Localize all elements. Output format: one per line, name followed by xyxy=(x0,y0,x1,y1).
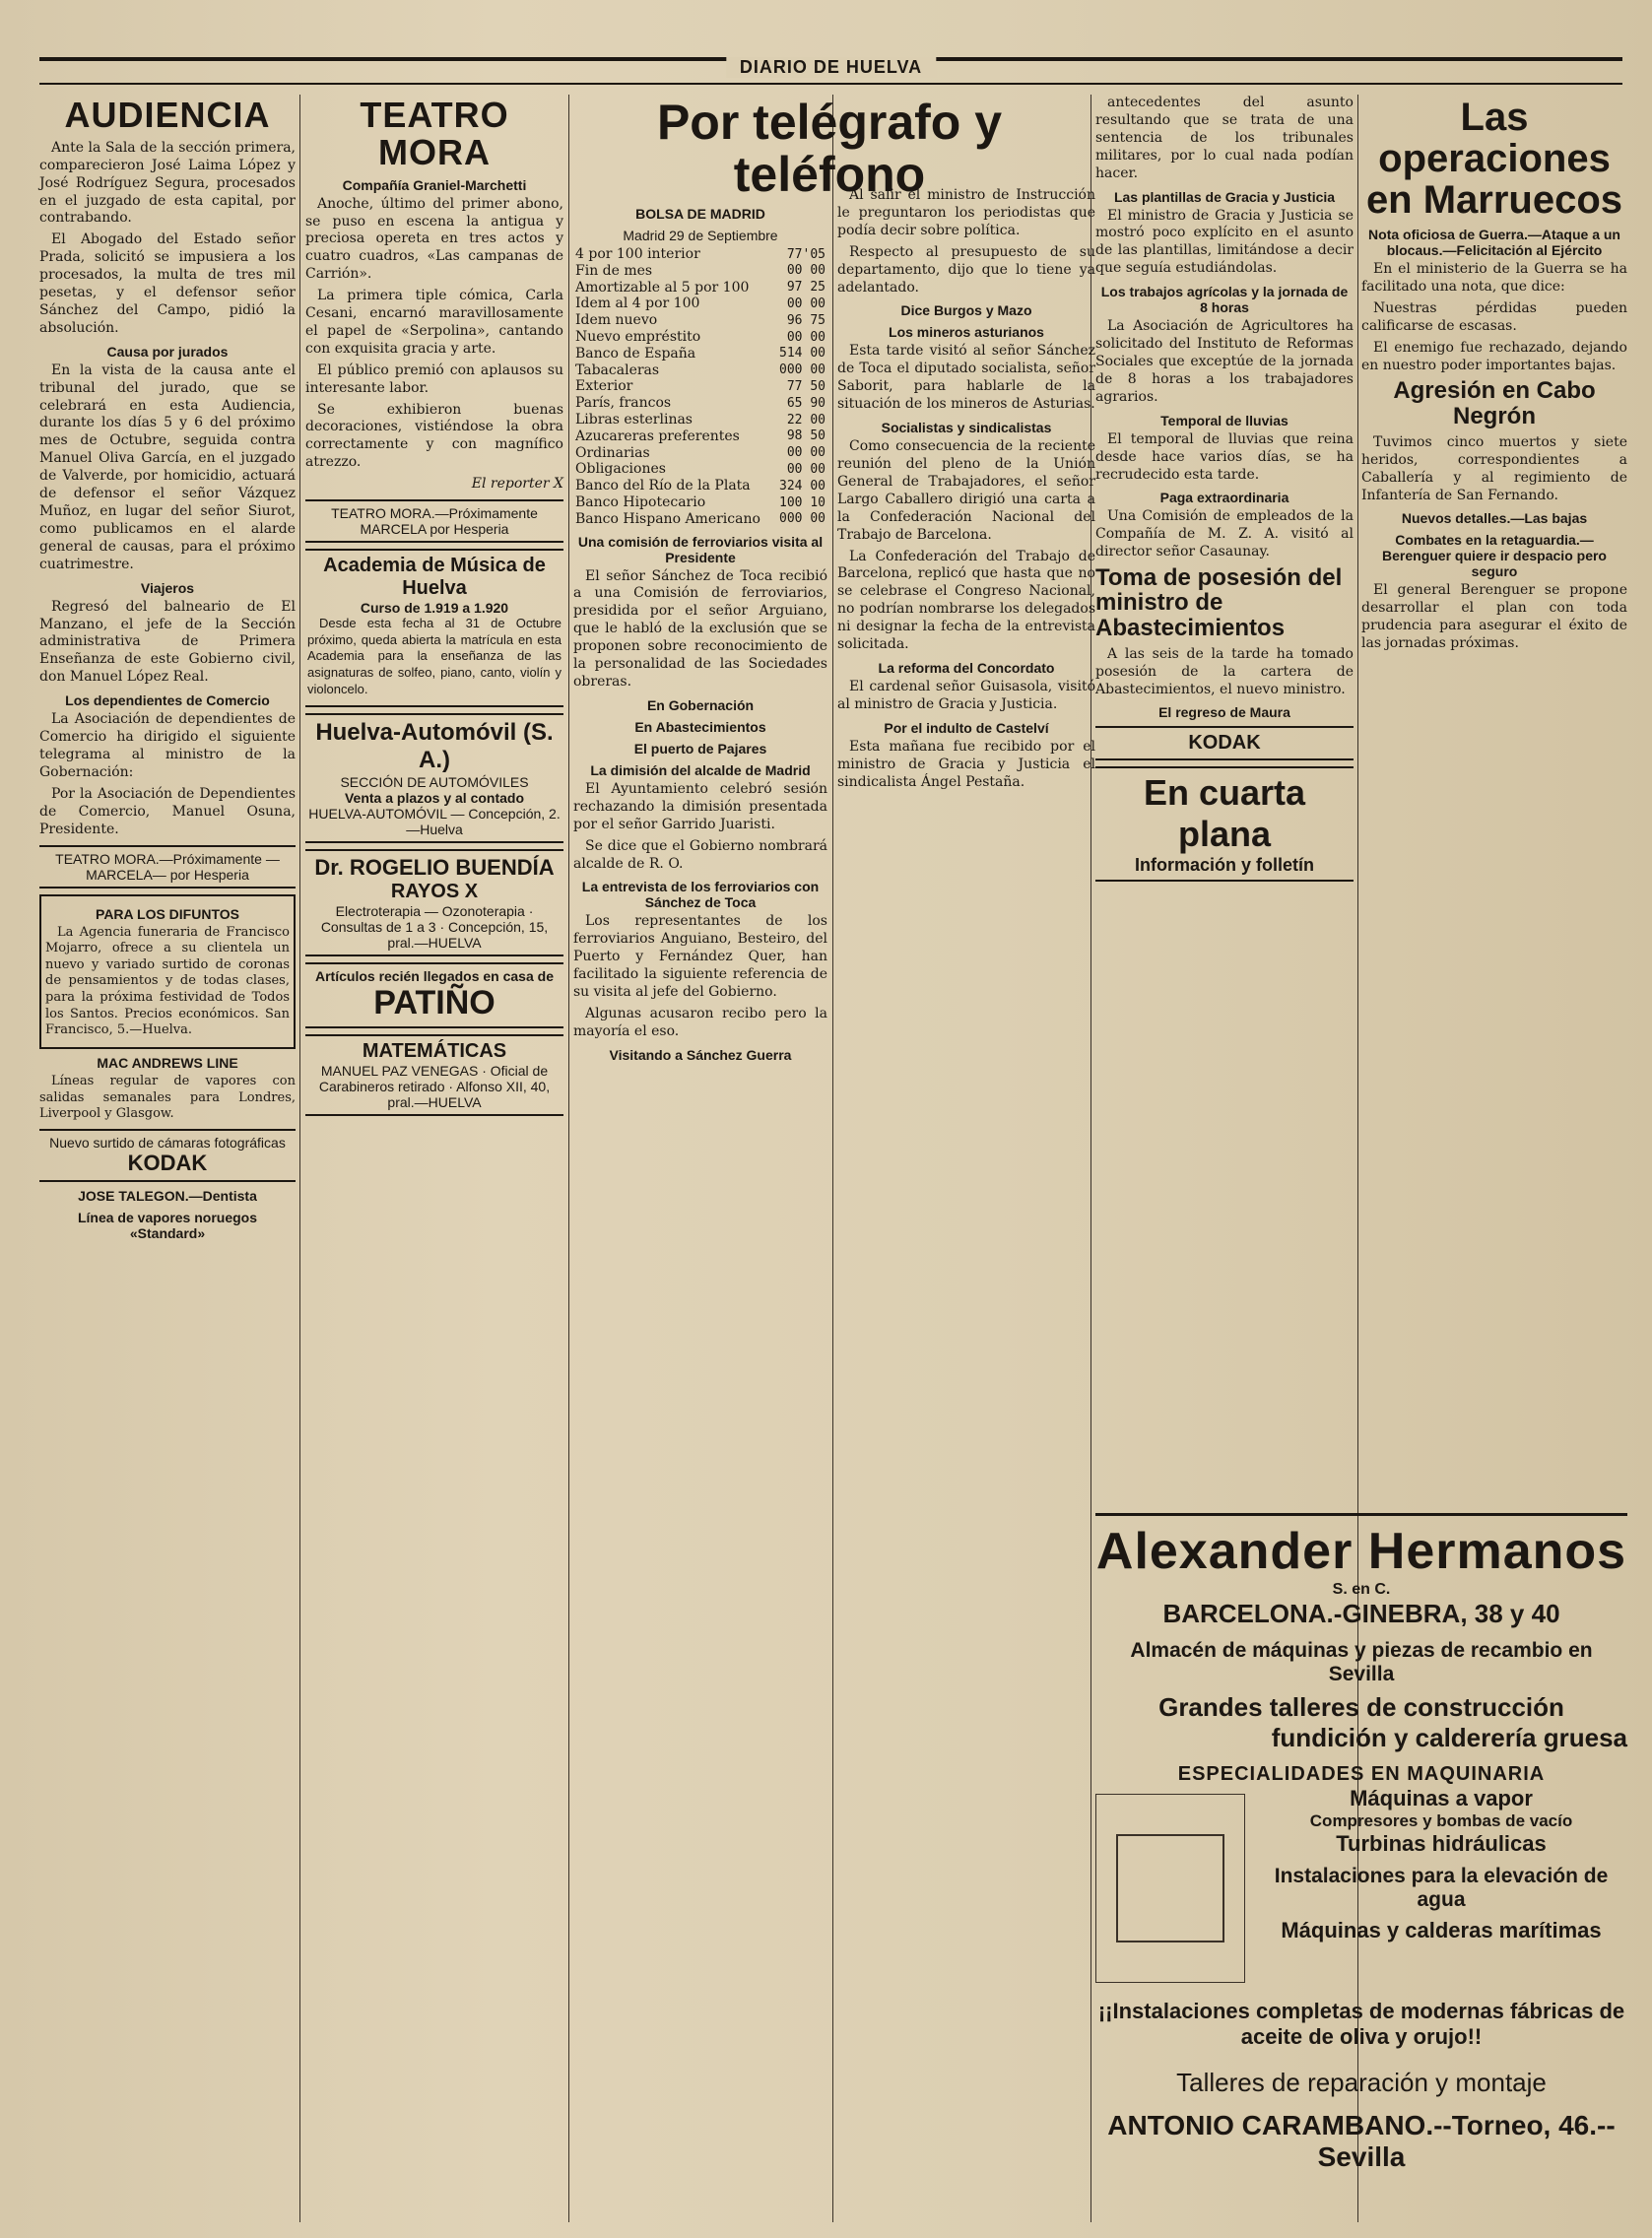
quote-row xyxy=(573,478,827,494)
ad-title: MATEMÁTICAS xyxy=(362,1040,507,1063)
subheading: Socialistas y sindicalistas xyxy=(881,420,1052,436)
quote-label: Nuevo empréstito xyxy=(575,328,701,345)
column-1 xyxy=(39,95,296,2222)
ad-line: Grandes talleres de construcción xyxy=(1158,1692,1564,1722)
paragraph: Anoche, último del primer abono, se puso en escena la antigua y preciosa opereta en tres actos y cuatro cuadros, «Las campanas de Carrión». xyxy=(305,195,563,283)
column-2 xyxy=(305,95,563,2222)
quote-row xyxy=(573,280,827,296)
date: Madrid 29 de Septiembre xyxy=(623,228,778,243)
subheading: Compañía Graniel-Marchetti xyxy=(342,176,527,193)
subheading: BOLSA DE MADRID xyxy=(635,206,765,222)
quote-row xyxy=(573,312,827,329)
section-title: Agresión en Cabo Negrón xyxy=(1393,377,1596,429)
math-ad xyxy=(305,1034,563,1116)
ad-title: Academia de Música de Huelva xyxy=(323,555,546,600)
paragraph: El temporal de lluvias que reina desde hace varios días, se ha recrudecido esta tarde. xyxy=(1095,430,1354,483)
music-academy-ad xyxy=(305,549,563,707)
quote-label: Ordinarias xyxy=(575,444,650,461)
machinery-item: Compresores y bombas de vacío xyxy=(1309,1811,1573,1830)
section-title: AUDIENCIA xyxy=(64,95,271,135)
paragraph: Nuestras pérdidas pueden calificarse de escasas. xyxy=(1361,299,1627,334)
paragraph: La Agencia funeraria de Francisco Mojarro, ofrece a su clientela un nuevo y variado surtido de coronas de pensamientos y de todas clases, para la próxima festividad de Todos los Santos. Precios económicos. San Francisco, 5.—Huelva. xyxy=(45,924,290,1038)
quote-value: 77 50 xyxy=(786,378,826,394)
quote-value: 22 00 xyxy=(786,412,826,428)
quote-row xyxy=(573,346,827,362)
paragraph: En el ministerio de la Guerra se ha facilitado una nota, que dice: xyxy=(1361,261,1627,295)
quote-row xyxy=(573,494,827,511)
kodak-logo: KODAK xyxy=(127,1150,208,1175)
quote-label: Idem nuevo xyxy=(575,312,658,329)
paragraph: El enemigo fue rechazado, dejando en nuestro poder importantes bajas. xyxy=(1361,339,1627,373)
paragraph: La Asociación de Agricultores ha solicitado del Instituto de Reformas Sociales que exceptúe de la jornada de 8 horas a los trabajadores agrarios. xyxy=(1095,318,1354,405)
subheading: En Gobernación xyxy=(646,696,755,713)
ad-text: Nuevo surtido de cámaras fotográficas xyxy=(49,1134,286,1151)
paragraph: antecedentes del asunto resultando que se trata de una sentencia de los tribunales militares, por lo cual nada podían hacer. xyxy=(1095,95,1354,181)
quote-value: 65 90 xyxy=(786,395,826,411)
ad-text: Electroterapia — Ozonoterapia · Consultas de 1 a 3 · Concepción, 15, pral.—HUELVA xyxy=(320,903,549,952)
ad-line: ¡¡Instalaciones completas de modernas fábricas de aceite de oliva y orujo!! xyxy=(1097,1999,1625,2049)
paragraph: Esta mañana fue recibido por el ministro de Gracia y Justicia el sindicalista Ángel Pestaña. xyxy=(837,738,1095,790)
machinery-item: Máquinas a vapor xyxy=(1350,1786,1533,1810)
quote-row xyxy=(573,412,827,428)
ad-line: Talleres de reparación y montaje xyxy=(1176,2068,1547,2097)
subheading: Causa por jurados xyxy=(106,343,229,360)
column-rule xyxy=(299,95,300,2222)
paragraph: El señor Sánchez de Toca recibió a una Comisión de ferroviarios, presidida por el señor Arguiano, que le habló de la exclusión que se proponen sobre reconocimiento de la personalidad de las Sociedades obreras. xyxy=(573,567,827,690)
subheading: Los mineros asturianos xyxy=(889,324,1044,341)
kodak-logo: KODAK xyxy=(1188,732,1261,755)
quote-value: 77'05 xyxy=(786,246,826,262)
ad-subtitle: RAYOS X xyxy=(390,881,479,903)
quote-label: Azucareras preferentes xyxy=(575,428,740,444)
quote-row xyxy=(573,395,827,412)
quote-value: 00 00 xyxy=(786,263,826,279)
paragraph: Regresó del balneario de El Manzano, el jefe de la Sección administrativa de Primera Enseñanza de este Gobierno civil, don Manuel López Real. xyxy=(39,598,296,686)
ad-text: TEATRO MORA.—Próximamente MARCELA por Hesperia xyxy=(331,505,538,538)
quote-value: 00 00 xyxy=(786,461,826,477)
quote-value: 514 00 xyxy=(779,346,826,362)
notice-title: En cuarta plana xyxy=(1143,772,1306,855)
quote-value: 000 00 xyxy=(779,362,826,378)
subheading: MAC ANDREWS LINE xyxy=(97,1054,238,1071)
ad-title: Dr. ROGELIO BUENDÍA xyxy=(314,855,555,881)
subheading: El regreso de Maura xyxy=(1158,704,1290,721)
ad-address: BARCELONA.-GINEBRA, 38 y 40 xyxy=(1162,1599,1560,1628)
ad-subtitle: SECCIÓN DE AUTOMÓVILES xyxy=(340,774,529,791)
quote-label: Obligaciones xyxy=(575,461,666,478)
quote-label: Tabacaleras xyxy=(575,362,660,378)
machine-illustration xyxy=(1095,1794,1245,1983)
quote-value: 00 00 xyxy=(786,296,826,311)
ad-name: PATIÑO xyxy=(373,984,496,1022)
subheading: Línea de vapores noruegos «Standard» xyxy=(77,1209,258,1241)
paragraph: La Asociación de dependientes de Comercio ha dirigido el siguiente telegrama al ministro de la Gobernación: xyxy=(39,711,296,780)
paragraph: El general Berenguer se propone desarrollar el plan con toda prudencia para asegurar el éxito de las jornadas próximas. xyxy=(1361,582,1627,652)
ad-line: fundición y calderería gruesa xyxy=(1271,1723,1627,1752)
subheading: PARA LOS DIFUNTOS xyxy=(96,905,239,922)
paragraph: Los representantes de los ferroviarios Anguiano, Besteiro, del Puerto y Fernández Quer, han facilitado la siguiente referencia de su visita al jefe del Gobierno. xyxy=(573,913,827,1001)
ad-text: TEATRO MORA.—Próximamente —MARCELA— por Hesperia xyxy=(55,850,280,883)
quote-row xyxy=(573,362,827,379)
quote-label: Idem al 4 por 100 xyxy=(575,296,700,312)
column-6 xyxy=(1361,95,1627,1489)
column-rule xyxy=(832,95,833,2222)
paragraph: El cardenal señor Guisasola, visitó al ministro de Gracia y Justicia. xyxy=(837,678,1095,712)
quote-label: Banco Hispano Americano xyxy=(575,510,760,527)
column-rule xyxy=(568,95,569,2222)
subheading: Por el indulto de Castelví xyxy=(884,719,1049,736)
ad-text: HUELVA-AUTOMÓVIL — Concepción, 2.—Huelva xyxy=(308,806,561,838)
section-title: Las operaciones en Marruecos xyxy=(1365,96,1623,222)
ad-line: ANTONIO CARAMBANO.--Torneo, 46.--Sevilla xyxy=(1107,2110,1616,2172)
column-4 xyxy=(837,187,1095,2222)
subheading: La entrevista de los ferroviarios con Sánchez de Toca xyxy=(581,879,820,911)
paragraph: Respecto al presupuesto de su departamento, dijo que lo tiene ya adelantado. xyxy=(837,243,1095,296)
quote-value: 00 00 xyxy=(786,445,826,461)
ad-text: MANUEL PAZ VENEGAS · Oficial de Carabineros retirado · Alfonso XII, 40, pral.—HUELVA xyxy=(318,1063,551,1111)
paragraph: Desde esta fecha al 31 de Octubre próximo, queda abierta la matrícula en esta Academia para la enseñanza de las asignaturas de solfeo, piano, canto, violín y violoncelo. xyxy=(307,616,562,696)
ad-subtitle: Venta a plazos y al contado xyxy=(344,790,525,807)
quote-value: 97 25 xyxy=(786,280,826,296)
paragraph: Esta tarde visitó al señor Sánchez de Toca el diputado socialista, señor Saborit, para hablarle de la situación de los mineros de Asturias. xyxy=(837,343,1095,413)
quote-value: 100 10 xyxy=(779,494,826,510)
machinery-item: Turbinas hidráulicas xyxy=(1336,1831,1547,1856)
subheading: Una comisión de ferroviarios visita al Presidente xyxy=(577,533,824,565)
patino-ad xyxy=(305,962,563,1028)
paragraph: Al salir el ministro de Instrucción le preguntaron los periodistas que podía decir sobre política. xyxy=(837,187,1095,238)
quote-row xyxy=(573,511,827,528)
paragraph: La Confederación del Trabajo de Barcelona, replicó que hasta que no se celebrase el Congreso Nacional, no podrían nombrarse los delegados ni designar la fecha de la entrevista solicitada. xyxy=(837,548,1095,653)
subheading: La reforma del Concordato xyxy=(878,659,1055,676)
paragraph: Una Comisión de empleados de la Compañía de M. Z. A. visitó al director señor Casaunay. xyxy=(1095,508,1354,560)
subheading: Temporal de lluvias xyxy=(1160,412,1289,428)
quote-row xyxy=(573,329,827,346)
quote-row xyxy=(573,246,827,263)
subheading: Nuevos detalles.—Las bajas xyxy=(1401,510,1588,527)
quote-value: 96 75 xyxy=(786,312,826,328)
notice-subtitle: Información y folletín xyxy=(1134,855,1314,876)
machinery-item: Máquinas y calderas marítimas xyxy=(1281,1918,1602,1942)
paragraph: Como consecuencia de la reciente reunión del pleno de la Unión General de Trabajadores, el señor Largo Caballero dirigió una carta a la Confederación Nacional del Trabajo de Barcelona. xyxy=(837,438,1095,543)
paragraph: Líneas regular de vapores con salidas semanales para Londres, Liverpool y Glasgow. xyxy=(39,1073,296,1122)
quote-label: 4 por 100 interior xyxy=(575,246,700,262)
funeral-ad xyxy=(39,894,296,1049)
paragraph: En la vista de la causa ante el tribunal del jurado, que se celebrará en esta Audiencia, durante los días 5 y 6 del próximo mes de Octubre, seguida contra Manuel Oliva García, en el juzgado de Valverde, por homicidio, actuará de defensor el señor Vázquez Muñoz, en lugar del señor Siurot, como publicamos en el alarde general de causas, para el próximo cuatrimestre. xyxy=(39,362,296,572)
paragraph: El Abogado del Estado señor Prada, solicitó se impusiera a los procesados, la multa de tres mil pesetas, y el defensor señor Sánchez del Campo, pidió la absolución. xyxy=(39,231,296,336)
section-title: Toma de posesión del ministro de Abastecimientos xyxy=(1095,564,1343,641)
subheading: Paga extraordinaria xyxy=(1159,490,1289,506)
alexander-hermanos-ad xyxy=(1095,1507,1627,2173)
ad-line: ESPECIALIDADES EN MAQUINARIA xyxy=(1177,1763,1546,1785)
signature: El reporter X xyxy=(471,476,563,493)
subheading: Combates en la retaguardia.—Berenguer quiere ir despacio pero seguro xyxy=(1382,532,1607,580)
fourth-page-notice xyxy=(1095,766,1354,882)
column-5 xyxy=(1095,95,1354,1489)
ad-line: Almacén de máquinas y piezas de recambio en Sevilla xyxy=(1130,1639,1593,1685)
masthead-title: DIARIO DE HUELVA xyxy=(726,57,936,78)
theatre-ad xyxy=(39,845,296,889)
machinery-item: Instalaciones para la elevación de agua xyxy=(1274,1865,1609,1911)
paragraph: A las seis de la tarde ha tomado posesión de la cartera de Abastecimientos, el nuevo ministro. xyxy=(1095,645,1354,697)
masthead xyxy=(39,57,1622,85)
ad-title: Huelva-Automóvil (S. A.) xyxy=(315,719,554,774)
quote-value: 00 00 xyxy=(786,329,826,345)
kodak-ad xyxy=(39,1129,296,1182)
subheading: Visitando a Sánchez Guerra xyxy=(609,1046,792,1063)
ad-subtitle: Curso de 1.919 a 1.920 xyxy=(360,600,509,617)
subheading: Los trabajos agrícolas y la jornada de 8 horas xyxy=(1100,284,1349,316)
paragraph: Tuvimos cinco muertos y siete heridos, correspondientes a Caballería y al regimiento de Infantería de San Fernando. xyxy=(1361,433,1627,503)
quote-row xyxy=(573,378,827,395)
quote-row xyxy=(573,296,827,312)
paragraph: Ante la Sala de la sección primera, comparecieron José Laima López y José Rodríguez Segura, procesados en el juzgado de esta capital, por contrabando. xyxy=(39,139,296,227)
theatre-ad xyxy=(305,499,563,543)
subheading: En Abastecimientos xyxy=(634,718,766,735)
paragraph: Se exhibieron buenas decoraciones, vistiéndose la obra correctamente y con magnífico atrezzo. xyxy=(305,401,563,471)
stock-quotes-table xyxy=(573,246,827,528)
subheading: Dice Burgos y Mazo xyxy=(900,302,1032,319)
subheading: Nota oficiosa de Guerra.—Ataque a un blocaus.—Felicitación al Ejército xyxy=(1368,227,1620,258)
quote-label: Banco Hipotecario xyxy=(575,494,706,510)
subheading: Las plantillas de Gracia y Justicia xyxy=(1113,188,1336,205)
quote-label: Banco del Río de la Plata xyxy=(575,478,751,494)
ad-company-type: S. en C. xyxy=(1332,1581,1391,1598)
section-title: TEATRO MORA xyxy=(360,95,509,172)
subheading: La dimisión del alcalde de Madrid xyxy=(590,761,811,778)
paragraph: El ministro de Gracia y Justicia se mostró poco explícito en el asunto de las plantillas, limitándose a decir que seguía estudiándolas. xyxy=(1095,207,1354,277)
paragraph: Algunas acusaron recibo pero la mayoría el eso. xyxy=(573,1005,827,1039)
quote-row xyxy=(573,428,827,445)
section-title: Por telégrafo y teléfono xyxy=(656,95,1003,202)
rule xyxy=(1095,1513,1627,1516)
quote-label: Exterior xyxy=(575,378,633,395)
ad-title: Alexander Hermanos xyxy=(1095,1523,1627,1580)
quote-value: 000 00 xyxy=(779,511,826,527)
automobile-ad xyxy=(305,713,563,843)
subheading: JOSE TALEGON.—Dentista xyxy=(78,1187,257,1204)
quote-label: Fin de mes xyxy=(575,262,653,279)
paragraph: El Ayuntamiento celebró sesión rechazando la dimisión presentada por el señor Garrido Juaristi. xyxy=(573,780,827,832)
kodak-ad xyxy=(1095,726,1354,760)
doctor-ad xyxy=(305,849,563,956)
paragraph: La primera tiple cómica, Carla Cesani, encarnó maravillosamente el papel de «Serpolina», cantando con exquisita gracia y arte. xyxy=(305,288,563,357)
quote-label: París, francos xyxy=(575,395,672,412)
quote-label: Libras esterlinas xyxy=(575,411,693,428)
quote-row xyxy=(573,445,827,462)
quote-value: 98 50 xyxy=(786,428,826,444)
ad-title: Artículos recién llegados en casa de xyxy=(315,968,554,985)
ad-body xyxy=(1095,1786,1627,1983)
paragraph: Se dice que el Gobierno nombrará alcalde de R. O. xyxy=(573,837,827,872)
subheading: Viajeros xyxy=(140,579,195,596)
quote-value: 324 00 xyxy=(779,478,826,494)
paragraph: El público premió con aplausos su interesante labor. xyxy=(305,362,563,396)
quote-label: Amortizable al 5 por 100 xyxy=(575,279,750,296)
subheading: El puerto de Pajares xyxy=(633,740,767,757)
machinery-list xyxy=(1255,1786,1627,1983)
paragraph: Por la Asociación de Dependientes de Comercio, Manuel Osuna, Presidente. xyxy=(39,785,296,837)
quote-row xyxy=(573,263,827,280)
quote-label: Banco de España xyxy=(575,345,696,362)
subheading: Los dependientes de Comercio xyxy=(65,692,270,709)
quote-row xyxy=(573,461,827,478)
